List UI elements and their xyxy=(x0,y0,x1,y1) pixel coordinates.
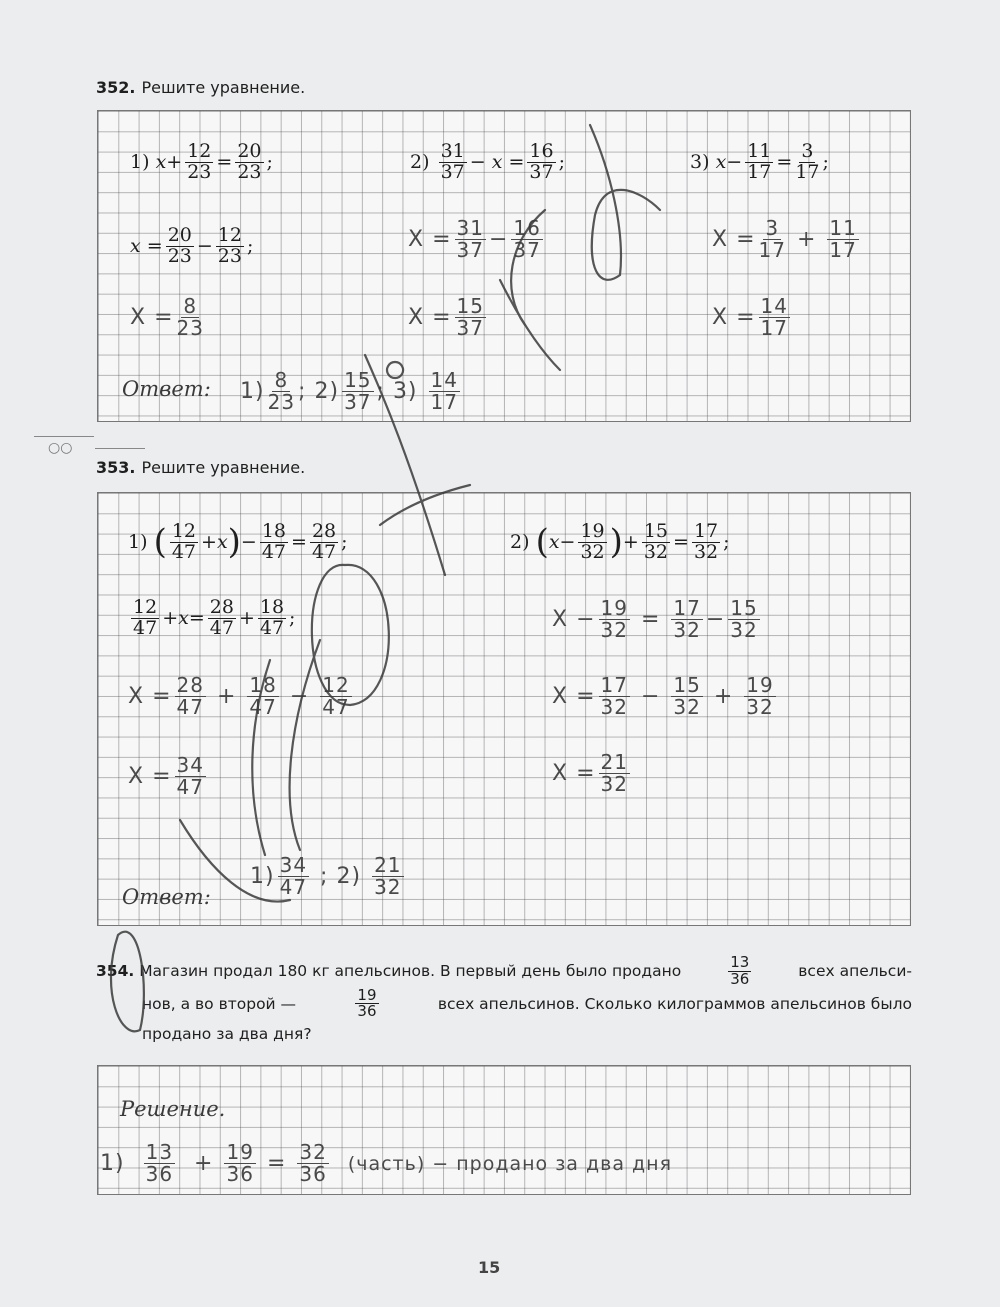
numerator: 15 xyxy=(643,520,669,542)
denominator: 47 xyxy=(171,540,197,563)
equation-353-1 xyxy=(128,522,348,563)
fraction xyxy=(175,675,206,718)
denominator: 23 xyxy=(267,390,296,414)
eq-op: − xyxy=(469,151,486,174)
numerator: 34 xyxy=(176,753,204,777)
numerator: 15 xyxy=(730,596,758,620)
fraction xyxy=(692,522,720,563)
numerator: 12 xyxy=(187,140,212,162)
problem-number: 354. xyxy=(96,962,135,981)
eq-op: − xyxy=(726,151,743,174)
eq-op: − xyxy=(559,531,576,554)
denominator: 47 xyxy=(209,616,234,639)
numerator: 14 xyxy=(760,294,788,318)
hw-label: 2) xyxy=(336,864,362,889)
fraction xyxy=(439,142,467,183)
equation-352-2 xyxy=(410,142,565,183)
hw-op: − xyxy=(289,684,310,709)
fraction xyxy=(578,522,606,563)
eq-end: ; xyxy=(266,151,273,174)
fraction xyxy=(355,985,378,1021)
denominator: 23 xyxy=(187,160,212,183)
problem-instruction: Решите уравнение. xyxy=(141,458,306,477)
problem-text-line: нов, а во второй — xyxy=(142,994,297,1013)
hw-lhs: X = xyxy=(712,227,756,252)
hw-label: 3) xyxy=(392,379,418,404)
eq-var: x xyxy=(548,531,560,554)
denominator: 36 xyxy=(145,1162,174,1186)
handwritten-353-l1 xyxy=(128,675,355,718)
fraction xyxy=(455,296,486,339)
numerator: 18 xyxy=(261,520,287,542)
problem-number: 353. xyxy=(96,458,136,477)
handwritten-353-r2 xyxy=(552,675,779,718)
fraction xyxy=(260,522,288,563)
numerator: 21 xyxy=(600,750,628,774)
denominator: 32 xyxy=(600,772,628,796)
hw-sep: ; xyxy=(298,379,307,404)
hw-op: − xyxy=(705,607,726,632)
handwritten-352-2b xyxy=(408,296,489,339)
numerator: 17 xyxy=(673,596,701,620)
numerator: 18 xyxy=(249,673,277,697)
handwritten-353-r3 xyxy=(552,752,633,795)
numerator: 13 xyxy=(145,1140,174,1164)
numerator: 16 xyxy=(513,216,541,240)
eq-label: 2) xyxy=(510,531,530,554)
denominator: 37 xyxy=(529,160,554,183)
fraction xyxy=(759,296,790,339)
numerator: 15 xyxy=(456,294,484,318)
paren: ) xyxy=(609,522,623,563)
numerator: 19 xyxy=(600,596,628,620)
problem-instruction: Решите уравнение. xyxy=(141,78,306,97)
fraction xyxy=(527,142,555,183)
fraction xyxy=(166,226,194,267)
denominator: 23 xyxy=(237,160,262,183)
handwritten-352-2a xyxy=(408,218,546,261)
equation-353-2 xyxy=(510,522,730,563)
problem-353-title xyxy=(96,458,305,477)
denominator: 47 xyxy=(261,540,287,563)
denominator: 36 xyxy=(357,1002,377,1021)
eq-op: − xyxy=(196,235,213,258)
handwritten-354-step1 xyxy=(100,1142,672,1185)
numerator: 28 xyxy=(209,596,234,618)
numerator: 16 xyxy=(529,140,554,162)
paren: ( xyxy=(153,522,167,563)
eq-label: 2) xyxy=(410,151,430,174)
eq-var: x xyxy=(130,235,141,258)
hw-label: 1) xyxy=(250,864,275,889)
eq-sign: = xyxy=(673,531,689,554)
denominator: 47 xyxy=(311,540,337,563)
eq-label: 1) xyxy=(128,531,148,554)
hw-sep: ; xyxy=(320,864,329,889)
handwritten-352-3b xyxy=(712,296,793,339)
fraction xyxy=(599,752,630,795)
denominator: 17 xyxy=(747,160,772,183)
eq-end: ; xyxy=(822,151,829,174)
denominator: 36 xyxy=(730,969,750,988)
hw-lhs: X = xyxy=(712,305,756,330)
numerator: 20 xyxy=(167,224,192,246)
denominator: 32 xyxy=(673,695,701,719)
fraction xyxy=(175,755,206,798)
numerator: 8 xyxy=(274,368,289,392)
eq-end: ; xyxy=(246,235,254,258)
denominator: 23 xyxy=(167,244,192,267)
step-353-1 xyxy=(128,598,295,639)
eq-end: ; xyxy=(289,607,296,630)
hw-lhs: X = xyxy=(408,305,452,330)
fraction xyxy=(224,1142,255,1185)
fraction xyxy=(759,218,786,261)
denominator: 32 xyxy=(600,618,628,642)
numerator: 31 xyxy=(440,140,465,162)
divider-line xyxy=(95,448,145,449)
problem-text-line: продано за два дня? xyxy=(142,1025,312,1043)
eq-op: + xyxy=(166,151,183,174)
denominator: 17 xyxy=(430,390,458,414)
eq-sign: = xyxy=(188,607,205,630)
eq-sign: = xyxy=(776,151,793,174)
fraction xyxy=(170,522,198,563)
hw-op: + xyxy=(713,684,734,709)
hw-eq: = xyxy=(640,607,661,632)
hw-op: − xyxy=(640,684,661,709)
eq-sign: = xyxy=(146,235,163,258)
numerator: 34 xyxy=(279,853,308,877)
denominator: 36 xyxy=(226,1162,254,1186)
numerator: 3 xyxy=(801,140,814,162)
fraction xyxy=(671,675,702,718)
denominator: 47 xyxy=(176,695,204,719)
step-352-1 xyxy=(130,226,253,267)
paren: ( xyxy=(535,522,549,563)
problem-354-text xyxy=(96,955,912,1048)
fraction xyxy=(208,598,236,639)
fraction xyxy=(671,598,702,641)
denominator: 17 xyxy=(795,160,820,183)
numerator: 3 xyxy=(765,216,780,240)
hw-lhs: X = xyxy=(128,764,172,789)
numerator: 19 xyxy=(226,1140,254,1164)
hw-lhs: X = xyxy=(130,305,174,330)
fraction xyxy=(342,370,373,413)
hw-lhs: X = xyxy=(408,227,452,252)
denominator: 37 xyxy=(513,238,541,262)
fraction xyxy=(310,522,338,563)
fraction xyxy=(511,218,542,261)
page-number: 15 xyxy=(478,1258,501,1277)
numerator: 15 xyxy=(673,673,701,697)
answer-label-353: Ответ: xyxy=(122,885,211,909)
numerator: 32 xyxy=(299,1140,327,1164)
denominator: 32 xyxy=(600,695,628,719)
answer-label-352: Ответ: xyxy=(122,377,211,401)
eq-op: + xyxy=(201,531,217,554)
hw-op: + xyxy=(194,1151,214,1176)
binder-holes-icon: ○○ xyxy=(48,440,73,456)
eq-sign: = xyxy=(216,151,233,174)
fraction xyxy=(599,598,630,641)
divider-line xyxy=(34,436,94,437)
problem-352-title xyxy=(96,78,305,97)
handwritten-353-r1 xyxy=(552,598,763,641)
fraction xyxy=(745,142,773,183)
denominator: 47 xyxy=(322,695,350,719)
eq-end: ; xyxy=(558,151,565,174)
fraction xyxy=(247,675,278,718)
fraction xyxy=(827,218,858,261)
numerator: 21 xyxy=(374,853,402,877)
eq-label: 1) xyxy=(130,151,150,174)
fraction xyxy=(144,1142,175,1185)
numerator: 17 xyxy=(600,673,628,697)
fraction xyxy=(235,142,263,183)
fraction xyxy=(177,296,204,339)
numerator: 19 xyxy=(580,520,605,542)
denominator: 32 xyxy=(673,618,701,642)
fraction xyxy=(185,142,213,183)
eq-op: − xyxy=(240,531,257,554)
problem-number: 352. xyxy=(96,78,136,97)
numerator: 28 xyxy=(311,520,337,542)
handwritten-answer-352 xyxy=(240,370,463,413)
problem-text-line: всех апельсинов. Сколько килограммов апельсинов было xyxy=(437,994,912,1013)
hw-lhs: X − xyxy=(552,607,596,632)
handwritten-352-3a xyxy=(712,218,862,261)
numerator: 15 xyxy=(344,368,372,392)
numerator: 19 xyxy=(746,673,774,697)
denominator: 37 xyxy=(456,238,484,262)
denominator: 32 xyxy=(643,540,669,563)
denominator: 32 xyxy=(746,695,774,719)
equation-352-3 xyxy=(690,142,829,183)
numerator: 12 xyxy=(322,673,350,697)
numerator: 18 xyxy=(259,596,285,618)
hw-op: − xyxy=(488,227,509,252)
eq-end: ; xyxy=(341,531,348,554)
fraction xyxy=(131,598,159,639)
denominator: 32 xyxy=(374,875,402,899)
denominator: 32 xyxy=(580,540,605,563)
eq-var: x xyxy=(715,151,727,174)
numerator: 11 xyxy=(829,216,857,240)
hw-lhs: X = xyxy=(552,761,596,786)
denominator: 47 xyxy=(176,775,204,799)
denominator: 23 xyxy=(176,316,204,340)
denominator: 37 xyxy=(344,390,372,414)
eq-op: + xyxy=(238,607,255,630)
denominator: 32 xyxy=(730,618,758,642)
hw-sep: ; xyxy=(376,379,385,404)
numerator: 28 xyxy=(176,673,204,697)
hw-eq: = xyxy=(266,1151,287,1176)
denominator: 36 xyxy=(299,1162,327,1186)
hw-note: (часть) − продано за два дня xyxy=(347,1152,672,1175)
fraction xyxy=(744,675,775,718)
hw-label: 1) xyxy=(100,1151,125,1176)
numerator: 19 xyxy=(357,985,377,1004)
eq-sign: = xyxy=(291,531,307,554)
fraction xyxy=(728,598,759,641)
numerator: 14 xyxy=(430,368,458,392)
fraction xyxy=(297,1142,328,1185)
fraction xyxy=(216,226,244,267)
eq-var: x xyxy=(216,531,228,554)
eq-var: x xyxy=(155,151,167,174)
hw-op: + xyxy=(796,227,817,252)
numerator: 12 xyxy=(217,224,242,246)
eq-op: + xyxy=(622,531,639,554)
equation-352-1 xyxy=(130,142,273,183)
denominator: 17 xyxy=(829,238,857,262)
fraction xyxy=(455,218,486,261)
eq-op: + xyxy=(162,607,179,630)
denominator: 23 xyxy=(217,244,242,267)
numerator: 17 xyxy=(693,520,719,542)
eq-label: 3) xyxy=(690,151,710,174)
eq-var: x xyxy=(491,151,503,174)
hw-lhs: X = xyxy=(128,684,172,709)
denominator: 32 xyxy=(693,540,719,563)
eq-end: ; xyxy=(723,531,730,554)
denominator: 37 xyxy=(440,160,465,183)
denominator: 17 xyxy=(760,316,788,340)
fraction xyxy=(320,675,351,718)
fraction xyxy=(795,142,819,183)
hw-label: 1) xyxy=(240,379,265,404)
hw-label: 2) xyxy=(314,379,340,404)
fraction xyxy=(258,598,286,639)
fraction xyxy=(278,855,309,898)
denominator: 17 xyxy=(758,238,786,262)
hw-op: + xyxy=(216,684,237,709)
problem-text-line: всех апельси- xyxy=(798,962,912,981)
numerator: 20 xyxy=(237,140,262,162)
numerator: 13 xyxy=(730,953,750,971)
numerator: 12 xyxy=(133,596,158,618)
fraction xyxy=(728,955,751,988)
solution-label: Решение. xyxy=(120,1097,226,1121)
denominator: 47 xyxy=(133,616,158,639)
eq-var: x xyxy=(178,607,189,630)
handwritten-352-1 xyxy=(130,296,207,339)
denominator: 37 xyxy=(456,316,484,340)
problem-text-line: Магазин продал 180 кг апельсинов. В первый день было продано xyxy=(139,962,682,981)
denominator: 47 xyxy=(249,695,277,719)
numerator: 11 xyxy=(747,140,772,162)
denominator: 47 xyxy=(279,875,308,899)
denominator: 47 xyxy=(259,616,285,639)
fraction xyxy=(642,522,670,563)
numerator: 12 xyxy=(171,520,197,542)
fraction xyxy=(599,675,630,718)
numerator: 8 xyxy=(183,294,198,318)
fraction xyxy=(268,370,295,413)
fraction xyxy=(372,855,403,898)
hw-lhs: X = xyxy=(552,684,596,709)
handwritten-353-l2 xyxy=(128,755,209,798)
fraction xyxy=(429,370,460,413)
paren: ) xyxy=(227,522,241,563)
eq-sign: = xyxy=(508,151,525,174)
handwritten-answer-353 xyxy=(250,855,407,898)
numerator: 31 xyxy=(456,216,484,240)
